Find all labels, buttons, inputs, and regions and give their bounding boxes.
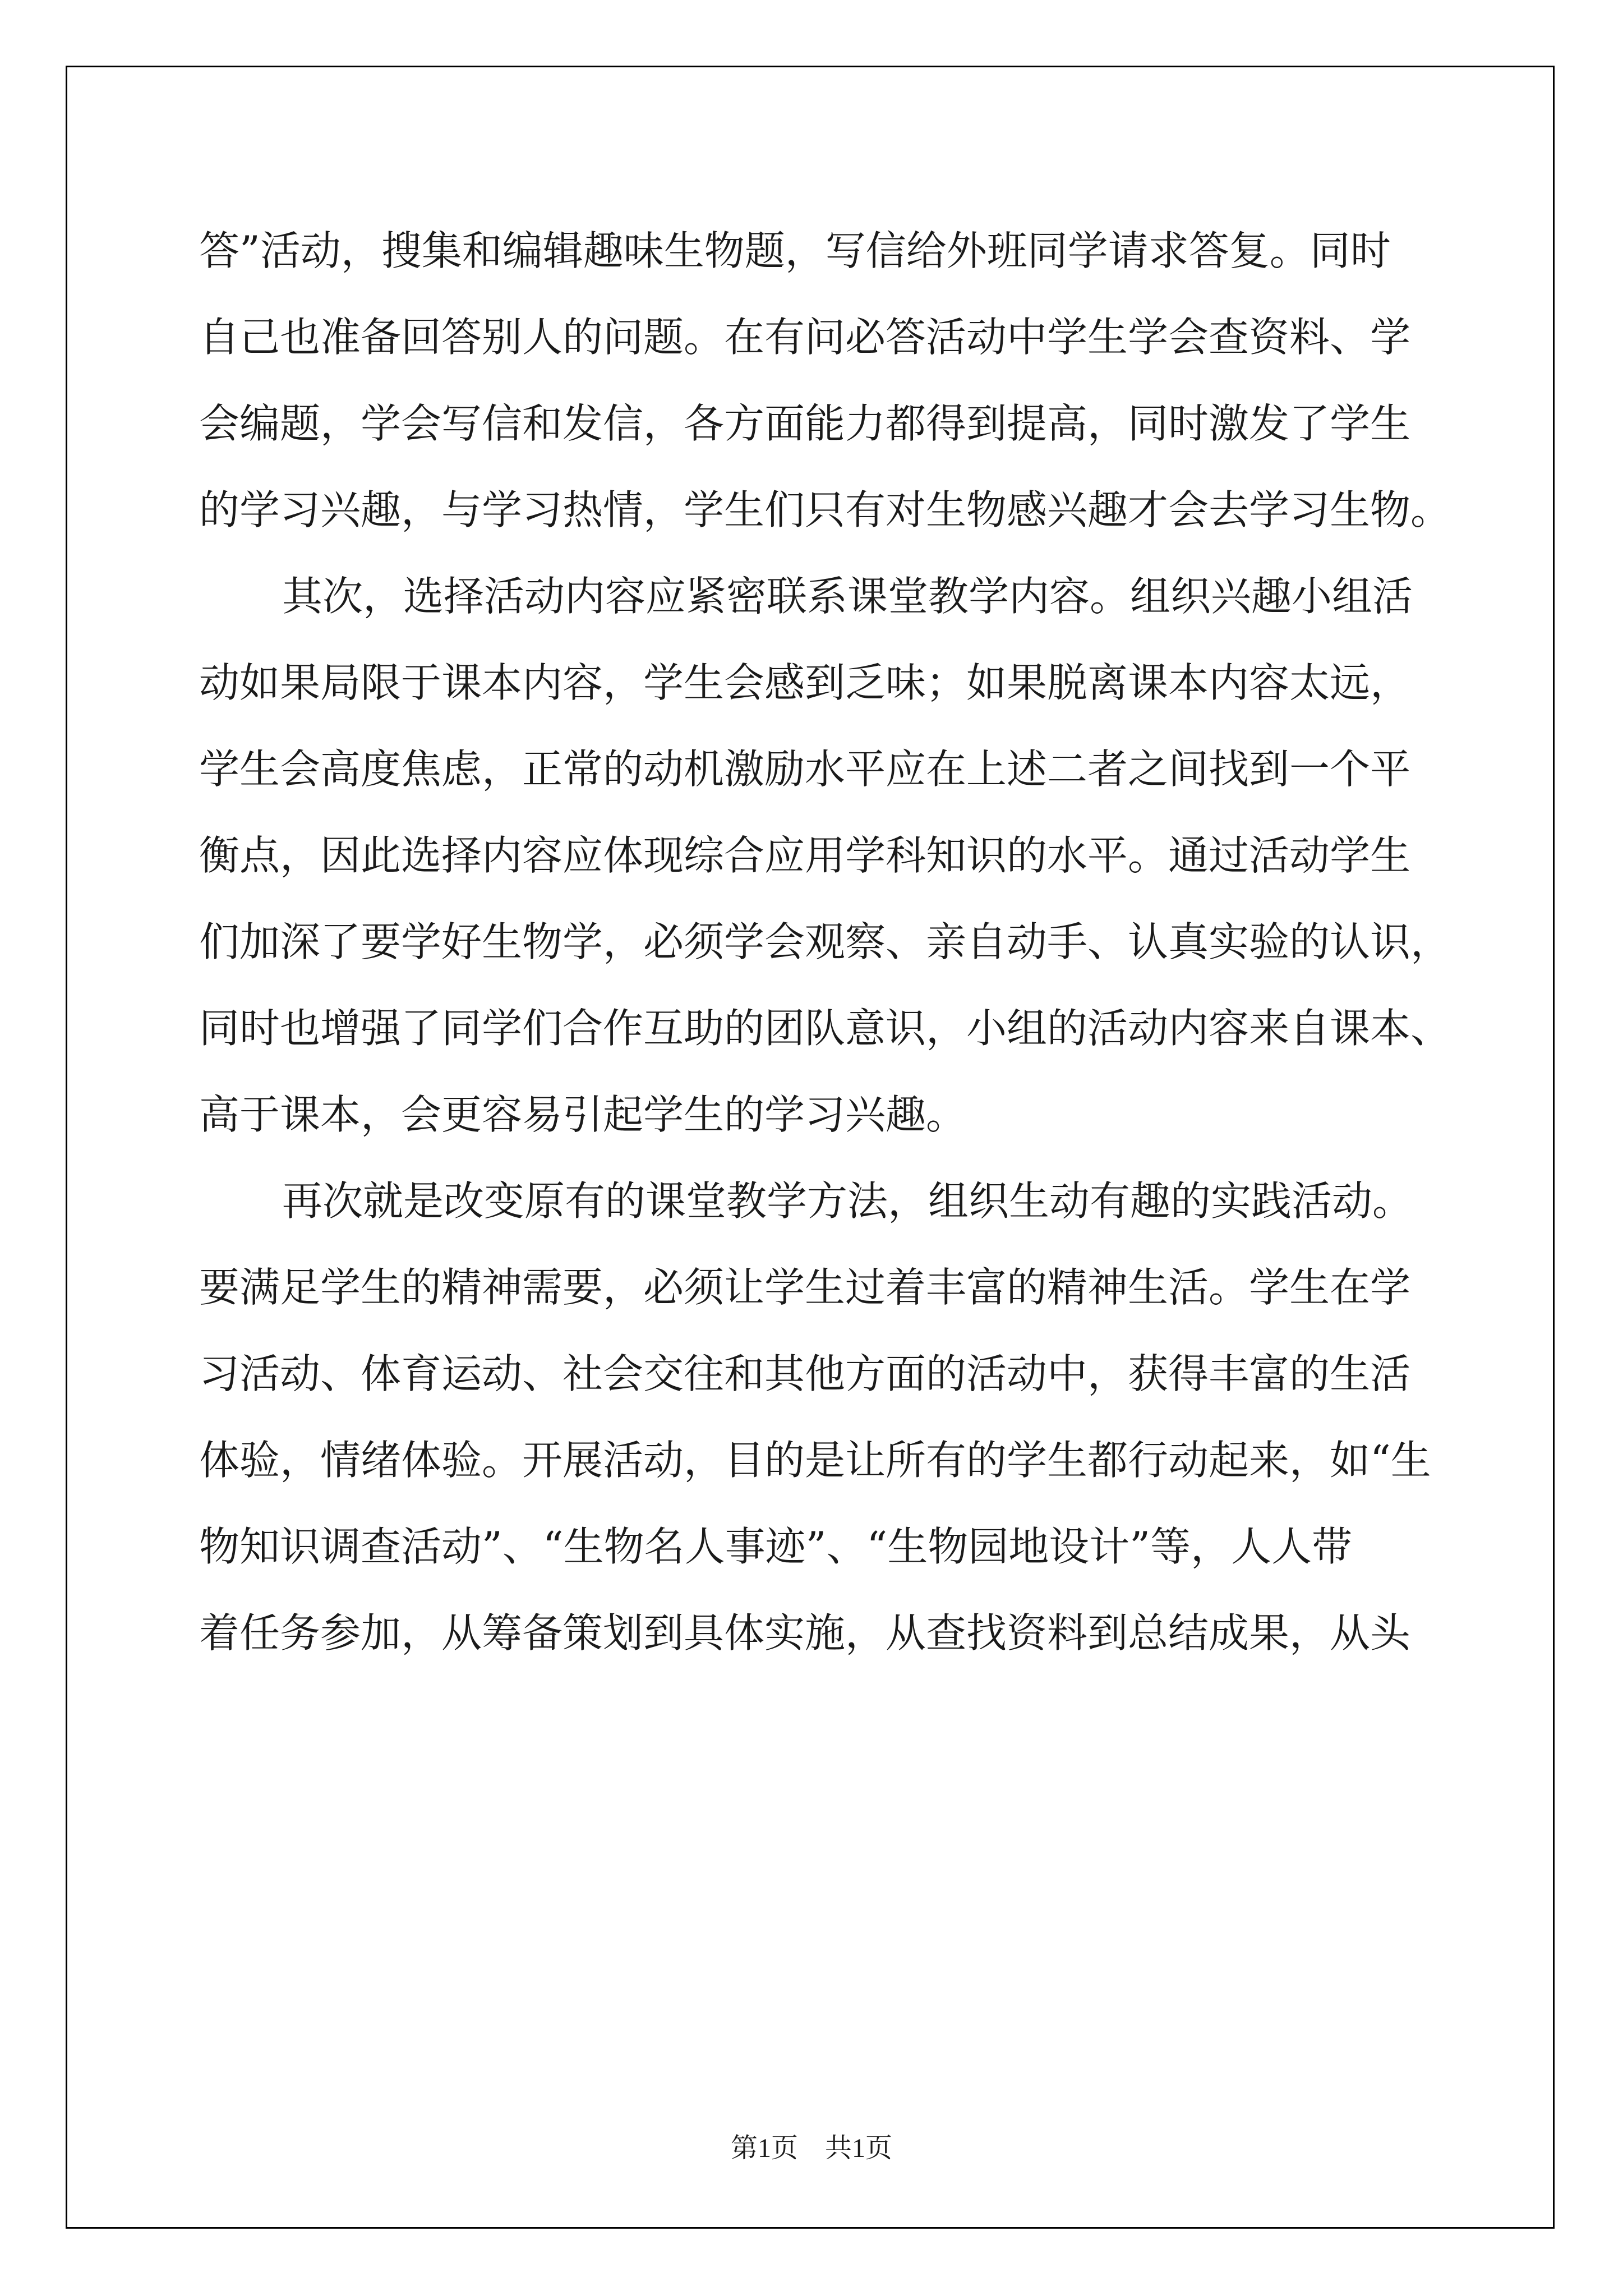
document-body xyxy=(199,208,1451,1676)
text-line: 习活动、体育运动、社会交往和其他方面的活动中，获得丰富的生活 xyxy=(199,1350,1411,1397)
text-line: 高于课本，会更容易引起学生的学习兴趣。 xyxy=(199,1091,967,1138)
page-footer xyxy=(0,2132,1623,2165)
text-line: 会编题，学会写信和发信，各方面能力都得到提高，同时激发了学生 xyxy=(199,400,1411,447)
text-line: 的学习兴趣，与学习热情，学生们只有对生物感兴趣才会去学习生物。 xyxy=(199,486,1451,533)
text-line: 体验，情绪体验。开展活动，目的是让所有的学生都行动起来，如“生 xyxy=(199,1437,1431,1484)
text-line: 衡点，因此选择内容应体现综合应用学科知识的水平。通过活动学生 xyxy=(199,832,1411,879)
text-line: 再次就是改变原有的课堂教学方法，组织生动有趣的实践活动。 xyxy=(282,1177,1413,1225)
text-line: 学生会高度焦虑，正常的动机激励水平应在上述二者之间找到一个平 xyxy=(199,746,1411,793)
text-line: 要满足学生的精神需要，必须让学生过着丰富的精神生活。学生在学 xyxy=(199,1264,1411,1311)
total-pages-label: 共1页 xyxy=(825,2133,893,2163)
text-line: 们加深了要学好生物学，必须学会观察、亲自动手、认真实验的认识， xyxy=(199,918,1451,965)
text-line: 物知识调查活动”、“生物名人事迹”、“生物园地设计”等，人人带 xyxy=(199,1523,1353,1570)
text-line: 动如果局限于课本内容，学生会感到乏味；如果脱离课本内容太远， xyxy=(199,659,1411,706)
text-line: 其次，选择活动内容应紧密联系课堂教学内容。组织兴趣小组活 xyxy=(282,573,1413,620)
text-line: 着任务参加，从筹备策划到具体实施，从查找资料到总结成果，从头 xyxy=(199,1609,1411,1657)
text-line: 自己也准备回答别人的问题。在有问必答活动中学生学会查资料、学 xyxy=(199,314,1411,361)
text-line: 同时也增强了同学们合作互助的团队意识，小组的活动内容来自课本、 xyxy=(199,1005,1451,1052)
text-line: 答”活动，搜集和编辑趣味生物题，写信给外班同学请求答复。同时 xyxy=(199,227,1391,274)
current-page-label: 第1页 xyxy=(730,2133,798,2163)
